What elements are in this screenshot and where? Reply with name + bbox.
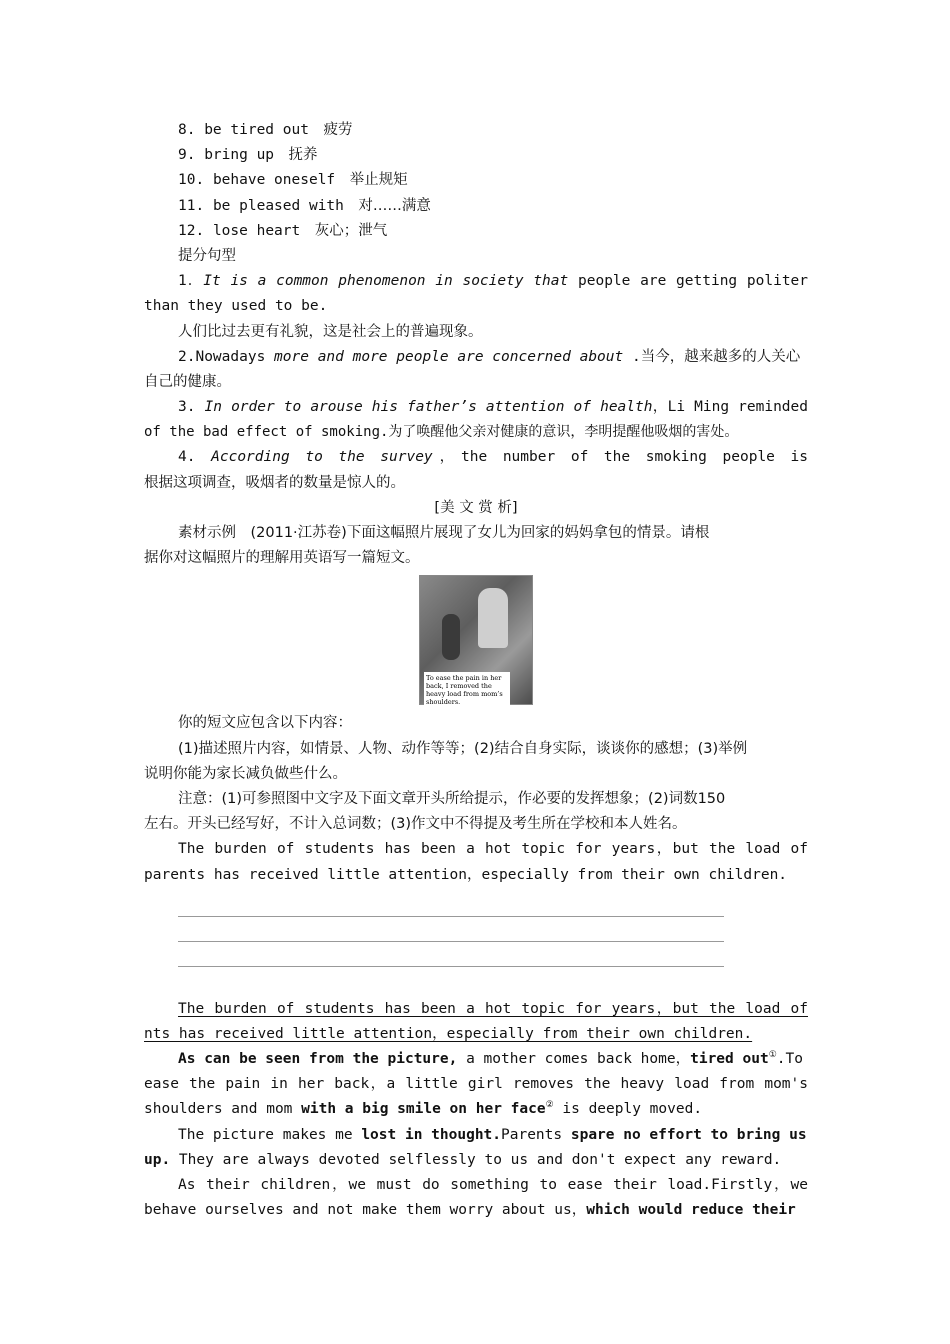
prompt-photo	[419, 575, 533, 705]
essay-opening-2: nts has received little attention，especially from their own children.	[144, 1025, 753, 1042]
writing-lines	[144, 894, 808, 997]
essay-para-1-line-1: As can be seen from the picture, a mother comes back home，tired out①.To	[178, 1050, 803, 1068]
essay-para-3-line-2: behave ourselves and not make them worry about us，which would reduce their	[144, 1202, 796, 1219]
essay-start-2: parents has received little attention，especially from their own children.	[144, 866, 788, 883]
phrase-item: 9. bring up 抚养	[178, 147, 318, 164]
prompt-line-1: 素材示例 (2011·江苏卷)下面这幅照片展现了女儿为回家的妈妈拿包的情景。请根	[178, 525, 710, 541]
essay-para-2-line-2: up. They are always devoted selflessly to us and don't expect any reward.	[144, 1151, 782, 1168]
requirement-2: 说明你能为家长减负做些什么。	[144, 765, 347, 782]
essay-para-2-line-1: The picture makes me lost in thought.Parents spare no effort to bring us	[178, 1126, 807, 1143]
sentence-4-zh: 根据这项调查，吸烟者的数量是惊人的。	[144, 474, 405, 491]
photo-figure-girl	[442, 614, 460, 660]
essay-para-1-line-3: shoulders and mom with a big smile on her face② is deeply moved.	[144, 1100, 703, 1118]
essay-para-1-line-2: ease the pain in her back，a little girl removes the heavy load from mom's	[144, 1076, 808, 1093]
phrase-item: 8. be tired out 疲劳	[178, 122, 353, 138]
sentence-3-cont: of the bad effect of smoking.为了唤醒他父亲对健康的意识，李明提醒他吸烟的害处。	[144, 424, 739, 441]
section-title: [美 文 赏 析]	[434, 499, 518, 516]
phrase-item: 12. lose heart 灰心；泄气	[178, 222, 388, 239]
requirement-1: (1)描述照片内容，如情景、人物、动作等等；(2)结合自身实际，谈谈你的感想；(3)举例	[178, 740, 748, 757]
document-page	[144, 118, 808, 1223]
sentence-2-cont: 自己的健康。	[144, 373, 231, 390]
photo-figure-mother	[478, 588, 508, 648]
phrase-item: 11. be pleased with 对……满意	[178, 197, 431, 214]
note-1: 注意：(1)可参照图中文字及下面文章开头所给提示，作必要的发挥想象；(2)词数150	[178, 790, 726, 807]
sentence-3: 3. In order to arouse his father’s attention of health，Li Ming reminded	[178, 399, 808, 416]
essay-para-3-line-1: As their children，we must do something to ease their load.Firstly，we	[178, 1177, 808, 1193]
phrase-list	[144, 118, 808, 244]
phrase-item: 10. behave oneself 举止规矩	[178, 172, 408, 189]
essay-opening-1: The burden of students has been a hot topic for years，but the load of	[178, 1000, 808, 1017]
prompt-line-2: 据你对这幅照片的理解用英语写一篇短文。	[144, 550, 420, 567]
note-2: 左右。开头已经写好，不计入总词数；(3)作文中不得提及考生所在学校和本人姓名。	[144, 816, 687, 833]
requirement-intro: 你的短文应包含以下内容：	[178, 715, 352, 732]
essay-start-1: The burden of students has been a hot topic for years，but the load of	[178, 841, 808, 858]
sentence-1-zh: 人们比过去更有礼貌，这是社会上的普遍现象。	[178, 323, 483, 340]
sentence-1: 1．It is a common phenomenon in society that people are getting politer	[178, 273, 808, 290]
sentence-1-cont: than they used to be.	[144, 298, 328, 315]
sentence-2: 2.Nowadays more and more people are concerned about .当今，越来越多的人关心	[178, 348, 801, 365]
sentence-4: 4. According to the survey，the number of the smoking people is	[178, 449, 808, 466]
photo-caption: To ease the pain in her back, I removed the heavy load from mom’s shoulders.	[424, 672, 510, 708]
sentence-heading: 提分句型	[178, 247, 236, 264]
